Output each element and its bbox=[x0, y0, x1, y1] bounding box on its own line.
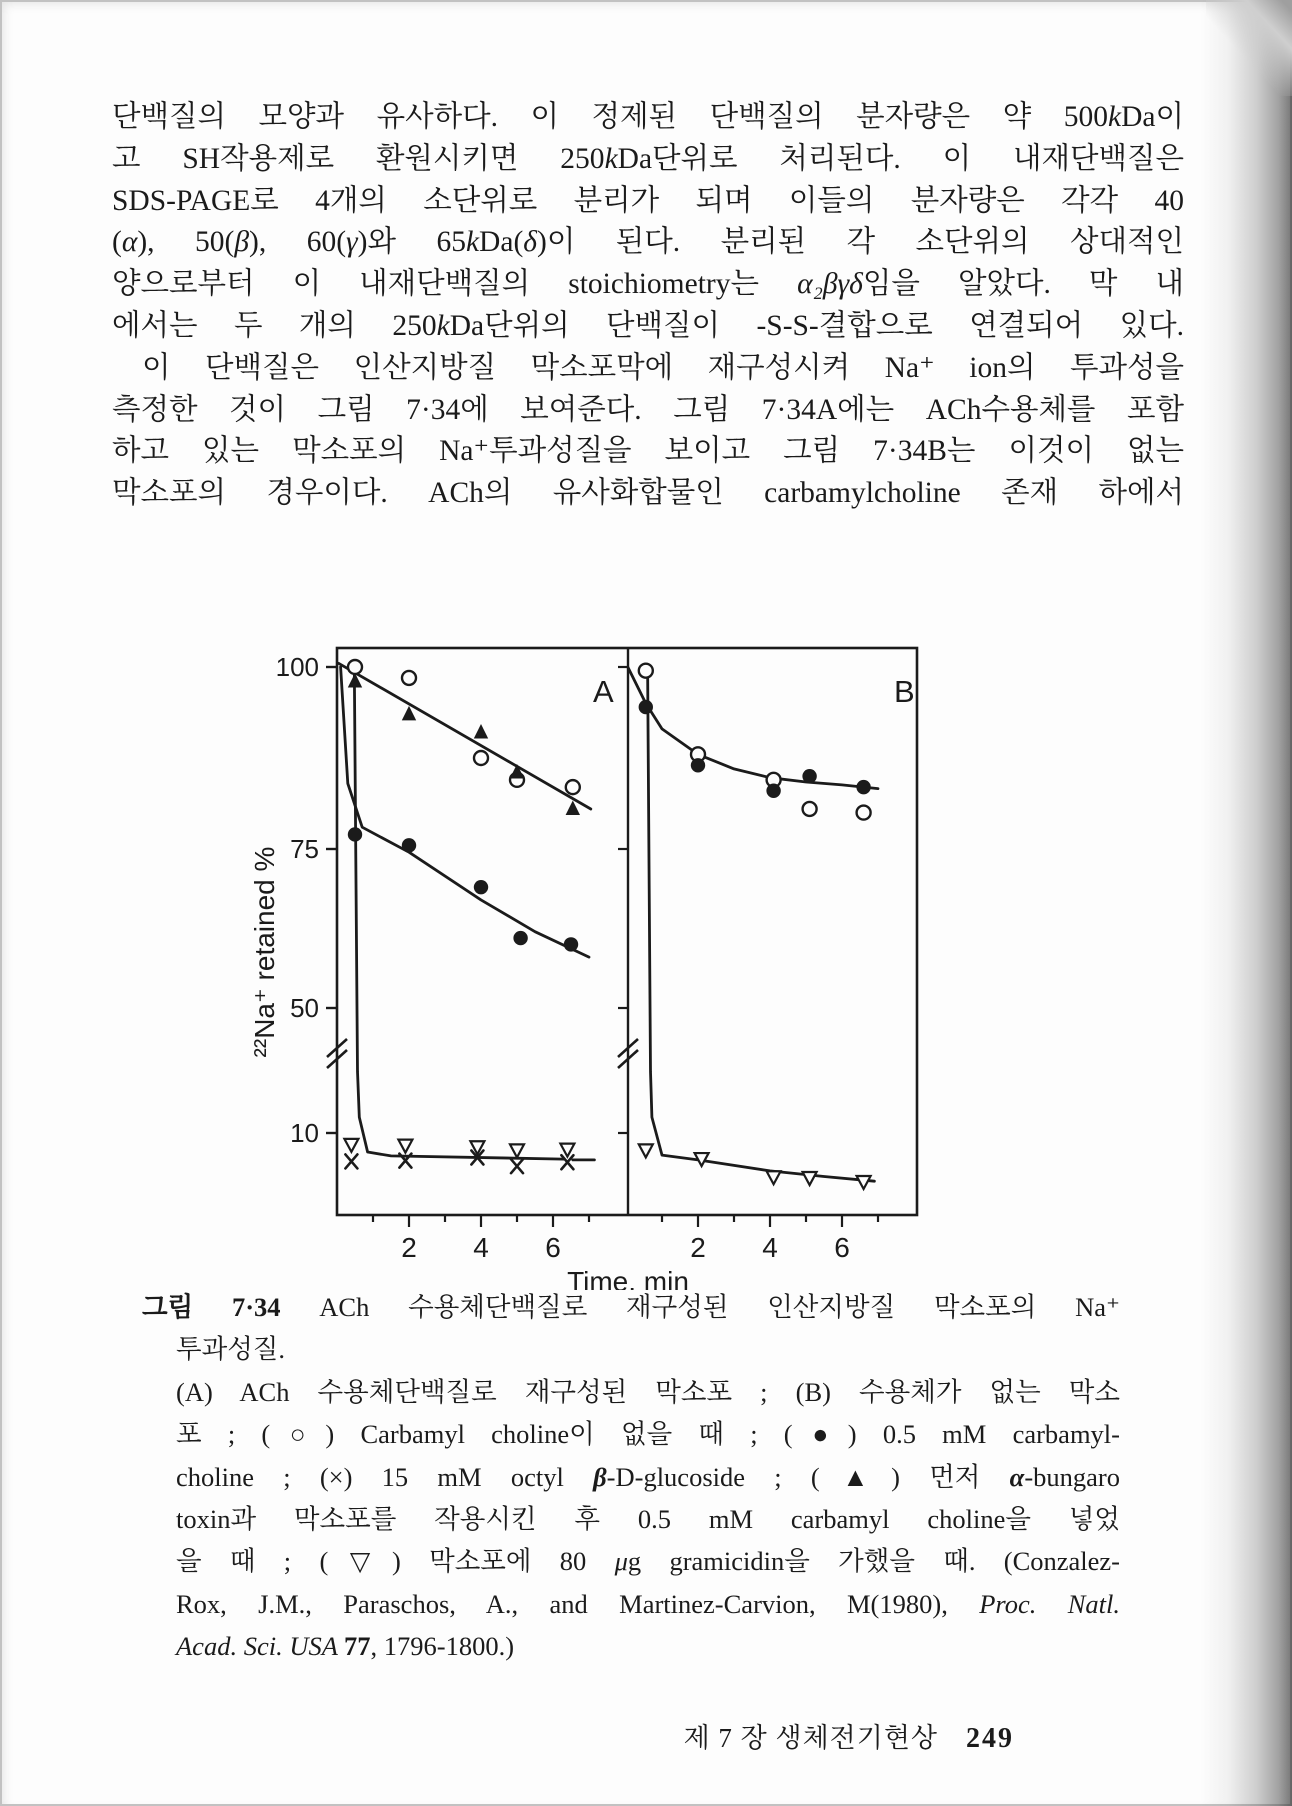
paragraph-line-text: γ bbox=[346, 226, 358, 259]
caption-line-text: 투과성질. bbox=[176, 1334, 286, 1365]
paragraph-line-text: β bbox=[234, 226, 250, 259]
paragraph-line-text: 단백질의 모양과 유사하다. 이 정제된 단백질의 분자량은 약 500 bbox=[112, 101, 1108, 133]
paragraph-line-text: k bbox=[436, 309, 450, 342]
caption-line-text: Rox, J.M., Paraschos, A., and Martinez-Carvion, M(1980), bbox=[176, 1588, 980, 1619]
svg-text:50: 50 bbox=[290, 993, 319, 1023]
caption-line-text: -bungaro bbox=[1024, 1461, 1120, 1492]
figure-caption bbox=[142, 1286, 1120, 1668]
svg-text:A: A bbox=[593, 674, 614, 709]
svg-text:100: 100 bbox=[275, 652, 319, 682]
caption-line bbox=[142, 1498, 1120, 1540]
caption-line-text: toxin과 막소포를 작용시킨 후 0.5 mM carbamyl choline을 넣었 bbox=[176, 1504, 1120, 1535]
page-curl-shadow bbox=[1200, 0, 1292, 1806]
paragraph-line-text: Da단위로 처리된다. 이 내재단백질은 bbox=[617, 142, 1185, 175]
paragraph-line-text: 막소포의 경우이다. ACh의 유사화합물인 carbamylcholine 존재 하에서 bbox=[112, 477, 1184, 510]
paragraph-line-text: )와 65 bbox=[357, 226, 466, 259]
caption-line bbox=[142, 1286, 1120, 1328]
caption-line-text: g gramicidin을 가했을 때. (Conzalez- bbox=[627, 1546, 1120, 1577]
paragraph-line bbox=[112, 431, 1184, 473]
paragraph-line-text: δ bbox=[523, 226, 537, 259]
paragraph-line-text: k bbox=[1108, 101, 1122, 133]
caption-line-text: Acad. Sci. USA bbox=[176, 1631, 345, 1662]
paragraph-line-text: 고 SH작용제로 환원시키면 250 bbox=[112, 142, 605, 175]
svg-text:4: 4 bbox=[762, 1232, 778, 1263]
paragraph-line bbox=[112, 473, 1184, 515]
paragraph-line-text: )이 된다. 분리된 각 소단위의 상대적인 bbox=[537, 226, 1184, 259]
svg-text:4: 4 bbox=[473, 1232, 489, 1263]
paragraph-line-text: 측정한 것이 그림 7·34에 보여준다. 그림 7·34A에는 ACh수용체를 포함 bbox=[112, 393, 1184, 426]
svg-text:²²Na⁺ retained %: ²²Na⁺ retained % bbox=[249, 846, 280, 1058]
paragraph-line bbox=[112, 97, 1184, 139]
paragraph-line-text: α bbox=[121, 226, 138, 259]
paragraph-line-text: 임을 알았다. 막 내 bbox=[862, 268, 1185, 301]
paragraph-line-text: SDS-PAGE로 4개의 소단위로 분리가 되며 이들의 분자량은 각각 40 bbox=[112, 184, 1184, 217]
caption-line-text: β bbox=[593, 1461, 607, 1492]
footer-page-number: 249 bbox=[966, 1723, 1014, 1754]
paragraph-line bbox=[112, 222, 1184, 264]
paragraph-line-text: 양으로부터 이 내재단백질의 stoichiometry는 bbox=[112, 268, 798, 301]
svg-text:6: 6 bbox=[545, 1232, 561, 1263]
svg-text:Time, min: Time, min bbox=[567, 1266, 689, 1290]
caption-line-text: choline ; (×) 15 mM octyl bbox=[176, 1461, 594, 1492]
caption-line-text: 그림 7·34 bbox=[142, 1292, 281, 1322]
caption-line bbox=[142, 1413, 1120, 1455]
figure-7-34 bbox=[230, 600, 1020, 1290]
page-footer bbox=[0, 1716, 1014, 1755]
svg-text:75: 75 bbox=[290, 834, 319, 864]
caption-line-text: 을 때 ; (▽) 막소포에 80 bbox=[176, 1546, 615, 1577]
caption-line bbox=[142, 1583, 1120, 1625]
paragraph-line-text: 에서는 두 개의 250 bbox=[112, 309, 437, 342]
body-paragraph bbox=[112, 97, 1184, 515]
svg-text:2: 2 bbox=[690, 1232, 706, 1263]
page-corner-fold bbox=[1206, 0, 1292, 96]
svg-text:2: 2 bbox=[401, 1232, 417, 1263]
figure-7-34-chart bbox=[230, 600, 1020, 1290]
caption-line-text: (A) ACh 수용체단백질로 재구성된 막소포 ; (B) 수용체가 없는 막소 bbox=[176, 1376, 1120, 1407]
caption-line-text: Proc. Natl. bbox=[979, 1588, 1120, 1619]
caption-line-text: 77 bbox=[344, 1631, 371, 1662]
paragraph-line-text: Da단위의 단백질이 -S-S-결합으로 연결되어 있다. bbox=[449, 309, 1184, 342]
paragraph-line bbox=[112, 390, 1184, 432]
caption-line bbox=[142, 1328, 1120, 1370]
caption-line-text: ACh 수용체단백질로 재구성된 인산지방질 막소포의 Na⁺ bbox=[280, 1292, 1120, 1322]
svg-text:10: 10 bbox=[290, 1118, 319, 1148]
paragraph-line-text: Da( bbox=[479, 226, 524, 259]
paragraph-line-text: ), 50( bbox=[137, 226, 235, 259]
svg-text:B: B bbox=[894, 674, 915, 709]
paragraph-line-text: ), 60( bbox=[249, 226, 347, 259]
caption-line-text: α bbox=[1009, 1461, 1025, 1492]
paragraph-line-text: 이 단백질은 인산지방질 막소포막에 재구성시켜 Na⁺ ion의 투과성을 bbox=[142, 351, 1184, 384]
paragraph-line-text: k bbox=[604, 142, 618, 175]
paragraph-line-text: Da이 bbox=[1121, 101, 1184, 133]
caption-line-text: 포 ; (○) Carbamyl choline이 없을 때 ; (●) 0.5 mM carbamyl- bbox=[176, 1419, 1120, 1450]
caption-line bbox=[142, 1540, 1120, 1582]
paragraph-line-text: 하고 있는 막소포의 Na⁺투과성질을 보이고 그림 7·34B는 이것이 없는 bbox=[112, 435, 1184, 468]
svg-text:6: 6 bbox=[834, 1232, 850, 1263]
footer-chapter-title: 제 7 장 생체전기현상 bbox=[683, 1723, 938, 1753]
paragraph-line bbox=[112, 181, 1184, 223]
paragraph-line bbox=[112, 139, 1184, 181]
caption-line-text: -D-glucoside ; (▲) 먼저 bbox=[606, 1461, 1010, 1492]
caption-line bbox=[142, 1371, 1120, 1413]
paragraph-line bbox=[112, 348, 1184, 390]
caption-line-text: μ bbox=[614, 1546, 628, 1577]
paragraph-line-text: α₂βγδ bbox=[797, 268, 863, 301]
caption-line bbox=[142, 1456, 1120, 1498]
paragraph-line-text: ( bbox=[112, 226, 122, 259]
caption-line bbox=[142, 1625, 1120, 1667]
caption-line-text: , 1796-1800.) bbox=[370, 1631, 515, 1662]
paragraph-line bbox=[112, 306, 1184, 348]
paragraph-line bbox=[112, 264, 1184, 306]
paragraph-line-text: k bbox=[465, 226, 480, 259]
